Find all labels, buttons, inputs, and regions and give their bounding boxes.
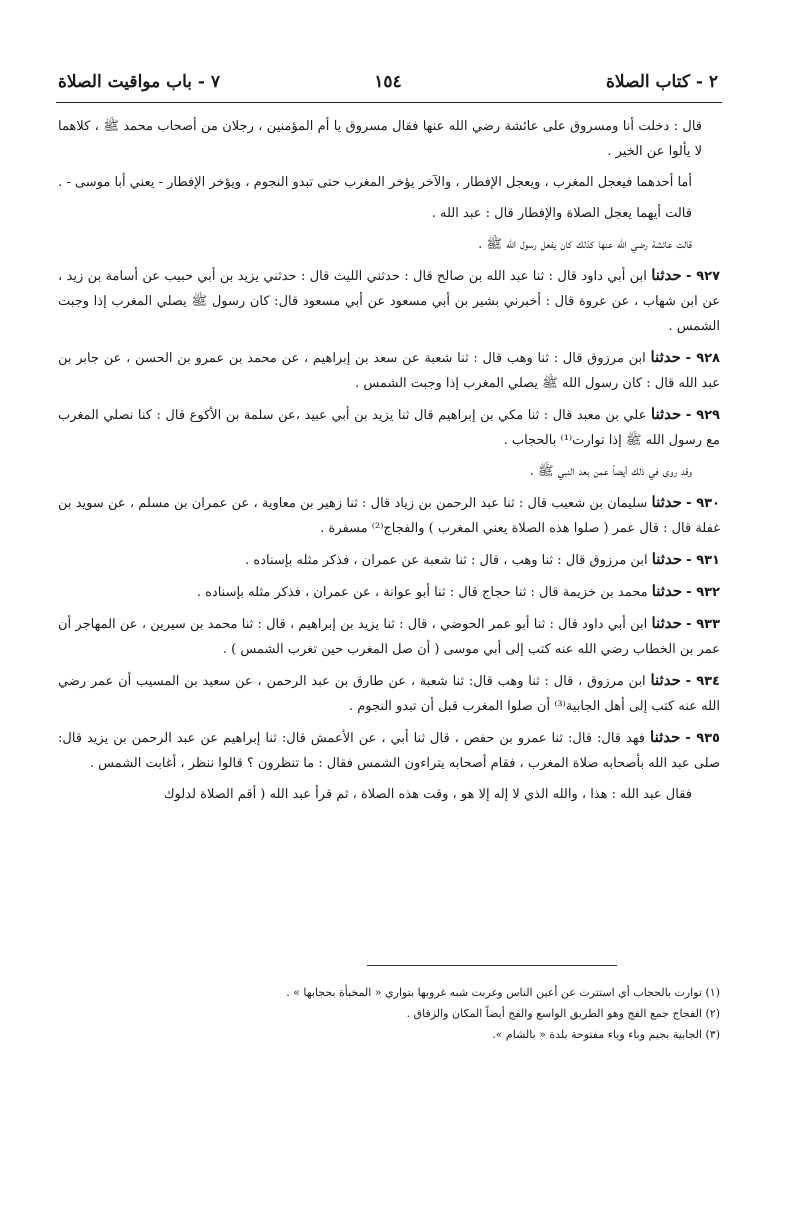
hadith-keyword: حدثنا [651, 614, 682, 632]
paragraph-text: قال : دخلت أنا ومسروق على عائشة رضي الله عنها فقال مسروق يا أم المؤمنين ، رجلان من أصحاب محمد ﷺ ، كلاهما لا يألوا عن الخير . [58, 119, 702, 159]
hadith-keyword: حدثنا [650, 348, 681, 366]
hadith-text: ابن أبي داود قال : ثنا عبد الله بن صالح قال : حدثني الليث قال : حدثني يزيد بن أبي حبيب عن أسامة بن زيد ، عن ابن شهاب ، عن عروة قال : أخبرني بشير بن أبي مسعود عن أبي مسعود قال: كان رسول ﷺ يصلي المغرب إذا وجبت الشمس . [58, 269, 720, 334]
footnote-1: (١) توارت بالحجاب أي استترت عن أعين الناس وغربت شبه غروبها بتواري « المخبأة بحجابها » . [286, 986, 720, 999]
hadith-number: ٩٢٧ - [686, 269, 721, 284]
hadith-text: ابن مرزوق قال : ثنا وهب ، قال : ثنا شعبة عن عمران ، فذكر مثله بإسناده . [245, 553, 648, 568]
paragraph-intro [58, 114, 720, 164]
hadith-text: ابن مرزوق قال : ثنا وهب قال : ثنا شعبة عن سعد بن إبراهيم ، عن محمد بن عمرو بن الحسن ، عن جابر بن عبد الله قال : كان رسول الله ﷺ يصلي المغرب إذا وجبت الشمس . [58, 351, 720, 391]
hadith-number: ٩٢٨ - [685, 351, 720, 366]
hadith-930 [58, 490, 720, 541]
header-book-title: ٢ - كتاب الصلاة [605, 72, 718, 92]
hadith-number: ٩٣٣ - [686, 617, 721, 632]
hadith-935 [58, 725, 720, 776]
hadith-number: ٩٣٥ - [685, 731, 720, 746]
paragraph-note [58, 459, 720, 484]
paragraph-text: قالت عائشة رضي الله عنها كذلك كان يفعل رسول الله ﷺ . [478, 237, 692, 252]
hadith-number: ٩٣٠ - [686, 496, 720, 511]
hadith-933 [58, 611, 720, 662]
hadith-number: ٩٢٩ - [685, 408, 720, 423]
hadith-number: ٩٣١ - [686, 553, 720, 568]
footnote-divider [367, 965, 617, 966]
hadith-keyword: حدثنا [650, 405, 682, 423]
paragraph-text: أما أحدهما فيعجل المغرب ، ويعجل الإفطار ، والآخر يؤخر المغرب حتى تبدو النجوم ، ويؤخر الإفطار - يعني أبا موسى - . [58, 175, 692, 190]
hadith-text: فهد قال: قال: ثنا عمرو بن حفص ، قال ثنا أبي ، عن الأعمش قال: ثنا إبراهيم عن عبد الرحمن بن يزيد قال: صلى عبد الله بأصحابه صلاة المغرب ، فقام أصحابه يتراءون الشمس فقال : ما تنظرون ؟ قالوا ننظر ، أغابت الشمس . [58, 731, 720, 771]
hadith-929 [58, 402, 720, 453]
hadith-928 [58, 345, 720, 396]
hadith-keyword: حدثنا [651, 550, 683, 568]
hadith-keyword: حدثنا [651, 266, 682, 284]
main-text [58, 114, 720, 813]
footnote-2: (٢) الفجاج جمع الفج وهو الطريق الواسع والفج أيضاً المكان والزقاق . [406, 1007, 720, 1020]
header-divider [56, 102, 722, 103]
running-header [58, 72, 718, 100]
hadith-text: محمد بن خزيمة قال : ثنا حجاج قال : ثنا أبو عوانة ، عن عمران ، فذكر مثله بإسناده . [196, 585, 648, 600]
paragraph-closing [58, 782, 720, 807]
hadith-text: علي بن معبد قال : ثنا مكي بن إبراهيم قال ثنا يزيد بن أبي عبيد ،عن سلمة بن الأكوع قال : كنا نصلي المغرب مع رسول الله ﷺ إذا توارت⁽¹⁾ بالحجاب . [58, 408, 720, 448]
paragraph-text: قالت أيهما يعجل الصلاة والإفطار قال : عبد الله . [431, 206, 692, 221]
paragraph-intro-2 [58, 170, 720, 195]
footnotes [58, 982, 720, 1045]
hadith-text: ابن مرزوق ، قال : ثنا وهب قال: ثنا شعبة ، عن طارق بن عبد الرحمن ، عن سعيد بن المسيب أن عمر رضي الله عنه كتب إلى أهل الجابية⁽³⁾ أن صلوا المغرب قبل أن تبدو النجوم . [58, 674, 720, 714]
hadith-927 [58, 263, 720, 339]
hadith-text: سليمان بن شعيب قال : ثنا عبد الرحمن بن زياد قال : ثنا زهير بن معاوية ، عن عمران بن مسلم ، عن سويد بن غفلة قال : قال عمر ( صلوا هذه الصلاة يعني المغرب ) والفجاج⁽²⁾ مسفرة . [58, 496, 720, 536]
paragraph-text: فقال عبد الله : هذا ، والله الذي لا إله إلا هو ، وقت هذه الصلاة ، ثم قرأ عبد الله ( أقم الصلاة لدلوك [163, 787, 692, 802]
footnote-3: (٣) الجابية بجيم وباء وياء مفتوحة بلدة « بالشام ». [492, 1028, 720, 1041]
paragraph-text: وقد روى في ذلك أيضاً عمن بعد النبي ﷺ . [529, 464, 692, 479]
header-chapter-title: ٧ - باب مواقيت الصلاة [58, 72, 221, 92]
hadith-931 [58, 547, 720, 573]
hadith-932 [58, 579, 720, 605]
paragraph-intro-4 [58, 232, 720, 257]
paragraph-intro-3 [58, 201, 720, 226]
hadith-number: ٩٣٤ - [685, 674, 720, 689]
hadith-number: ٩٣٢ - [686, 585, 720, 600]
hadith-keyword: حدثنا [651, 493, 682, 511]
hadith-text: ابن أبي داود قال : ثنا أبو عمر الحوضي ، قال : ثنا يزيد بن إبراهيم ، قال : ثنا محمد بن سيرين ، عن المهاجر أن عمر بن الخطاب رضي الله عنه كتب إلى أبي موسى ( أن صل المغرب حين تغرب الشمس ) . [58, 617, 720, 657]
page-number: ١٥٤ [374, 72, 402, 92]
hadith-keyword: حدثنا [651, 582, 683, 600]
hadith-934 [58, 668, 720, 719]
hadith-keyword: حدثنا [650, 671, 681, 689]
hadith-keyword: حدثنا [650, 728, 681, 746]
